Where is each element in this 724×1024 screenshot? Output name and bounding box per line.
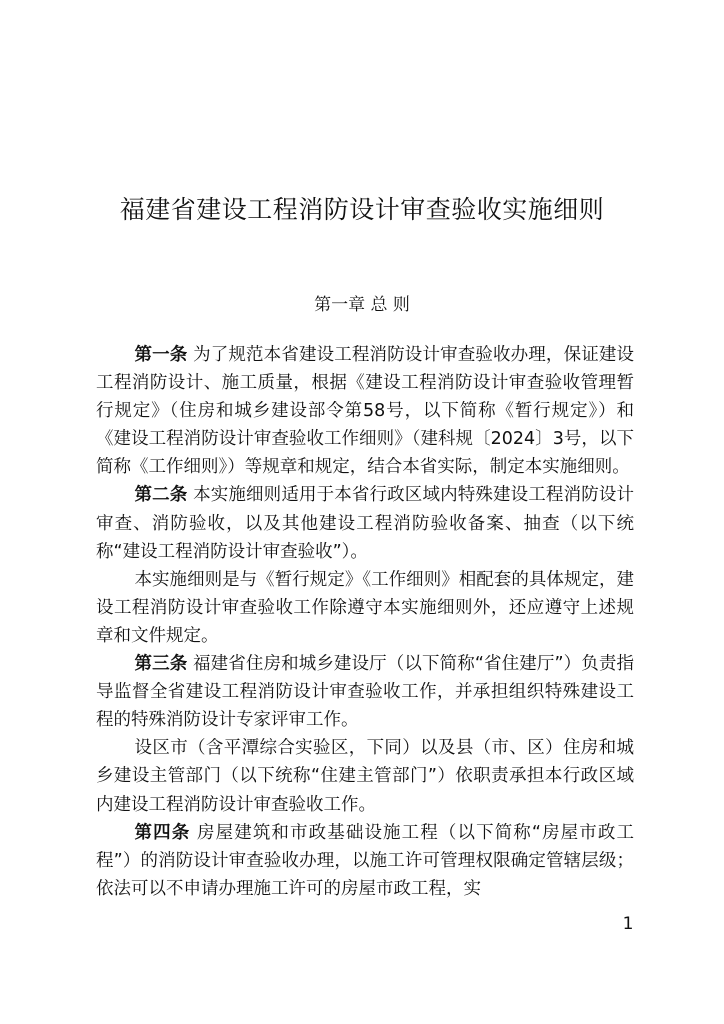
paragraph-text: 本实施细则适用于本省行政区域内特殊建设工程消防设计审查、消防验收，以及其他建设工程消防验收备案、抽查（以下统称“建设工程消防设计审查验收”）。 [96,485,634,562]
paragraph-article-3-cont [96,734,634,818]
page-number: 1 [622,914,634,934]
paragraph-text: 本实施细则是与《暂行规定》《工作细则》相配套的具体规定，建设工程消防设计审查验收工作除遵守本实施细则外，还应遵守上述规章和文件规定。 [96,569,634,646]
chapter-title: 第一章 总 则 [314,295,410,315]
article-number: 第四条 [134,822,191,843]
article-number: 第三条 [134,654,188,675]
article-number: 第二条 [134,485,188,506]
paragraph-text: 设区市（含平潭综合实验区，下同）以及县（市、区）住房和城乡建设主管部门（以下统称“住建主管部门”）依职责承担本行政区域内建设工程消防设计审查验收工作。 [96,738,634,815]
paragraph-text: 为了规范本省建设工程消防设计审查验收办理，保证建设工程消防设计、施工质量，根据《建设工程消防设计审查验收管理暂行规定》（住房和城乡建设部令第58号，以下简称《暂行规定》）和《建设工程消防设计审查验收工作细则》（建科规〔2024〕3号，以下简称《工作细则》）等规章和规定，结合本省实际，制定本实施细则。 [96,345,634,478]
paragraph-text: 福建省住房和城乡建设厅（以下简称“省住建厅”）负责指导监督全省建设工程消防设计审查验收工作，并承担组织特殊建设工程的特殊消防设计专家评审工作。 [96,654,634,731]
paragraph-article-1 [96,341,634,481]
document-body [96,341,634,903]
document-title: 福建省建设工程消防设计审查验收实施细则 [119,195,605,224]
paragraph-article-2-cont [96,566,634,650]
paragraph-article-4 [96,819,634,903]
paragraph-text: 房屋建筑和市政基础设施工程（以下简称“房屋市政工程”）的消防设计审查验收办理，以施工许可管理权限确定管辖层级；依法可以不申请办理施工许可的房屋市政工程，实 [96,822,634,899]
article-number: 第一条 [134,345,188,365]
paragraph-article-2 [96,481,634,565]
paragraph-article-3 [96,650,634,734]
